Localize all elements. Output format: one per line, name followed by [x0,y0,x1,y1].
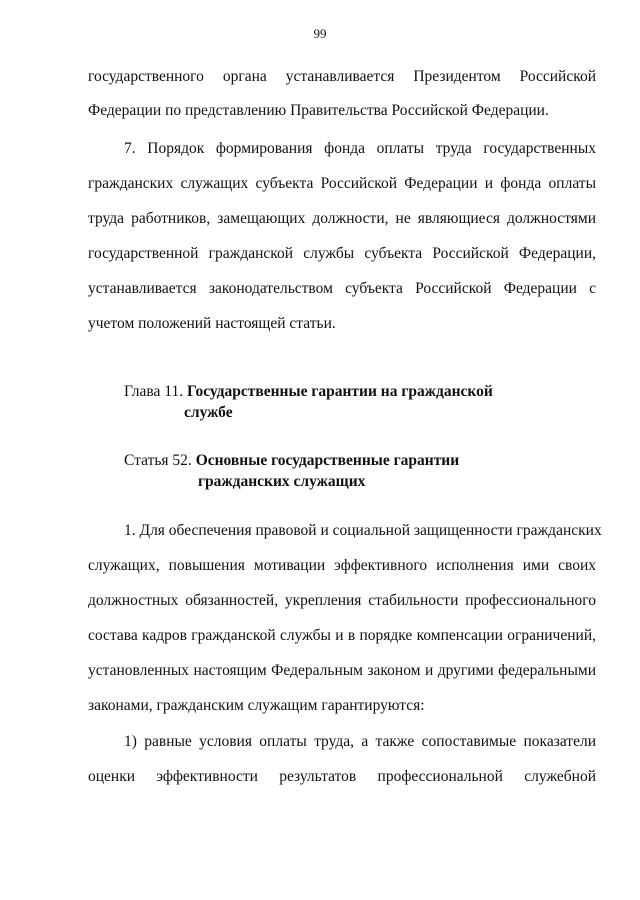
text-line: 1. Для обеспечения правовой и социальной защищенности гражданских [124,522,602,539]
text-line: установленных настоящим Федеральным законом и другими федеральными [88,662,596,679]
article-label: Статья 52. [124,452,192,469]
text-line: государственного органа устанавливается Президентом Российской [88,68,596,85]
page-number: 99 [313,26,327,41]
text-line: 7. Порядок формирования фонда оплаты труда государственных [124,140,596,157]
text-line: 1) равные условия оплаты труда, а также сопоставимые показатели [124,733,596,750]
chapter-label: Глава 11. [124,383,184,400]
article-title: Основные государственные гарантии [195,452,460,469]
text-line: должностных обязанностей, укрепления стабильности профессионального [88,592,596,609]
chapter-title: Государственные гарантии на гражданской [186,383,493,400]
text-line: оценки эффективности результатов профессиональной служебной [88,768,596,785]
article-heading [124,452,459,470]
text-line: устанавливается законодательством субъекта Российской Федерации с [88,280,596,297]
chapter-title-continuation: службе [184,404,233,421]
text-line: гражданских служащих субъекта Российской Федерации и фонда оплаты [88,175,596,192]
text-line: служащих, повышения мотивации эффективного исполнения ими своих [88,557,596,574]
text-line: труда работников, замещающих должности, не являющиеся должностями [88,210,596,227]
text-line: учетом положений настоящей статьи. [88,315,336,332]
text-line: Федерации по представлению Правительства Российской Федерации. [88,102,549,119]
chapter-heading [124,383,493,401]
text-line: государственной гражданской службы субъекта Российской Федерации, [88,245,596,262]
text-line: законами, гражданским служащим гарантируются: [88,697,425,714]
article-title-continuation: гражданских служащих [198,473,366,490]
text-line: состава кадров гражданской службы и в порядке компенсации ограничений, [88,627,596,644]
